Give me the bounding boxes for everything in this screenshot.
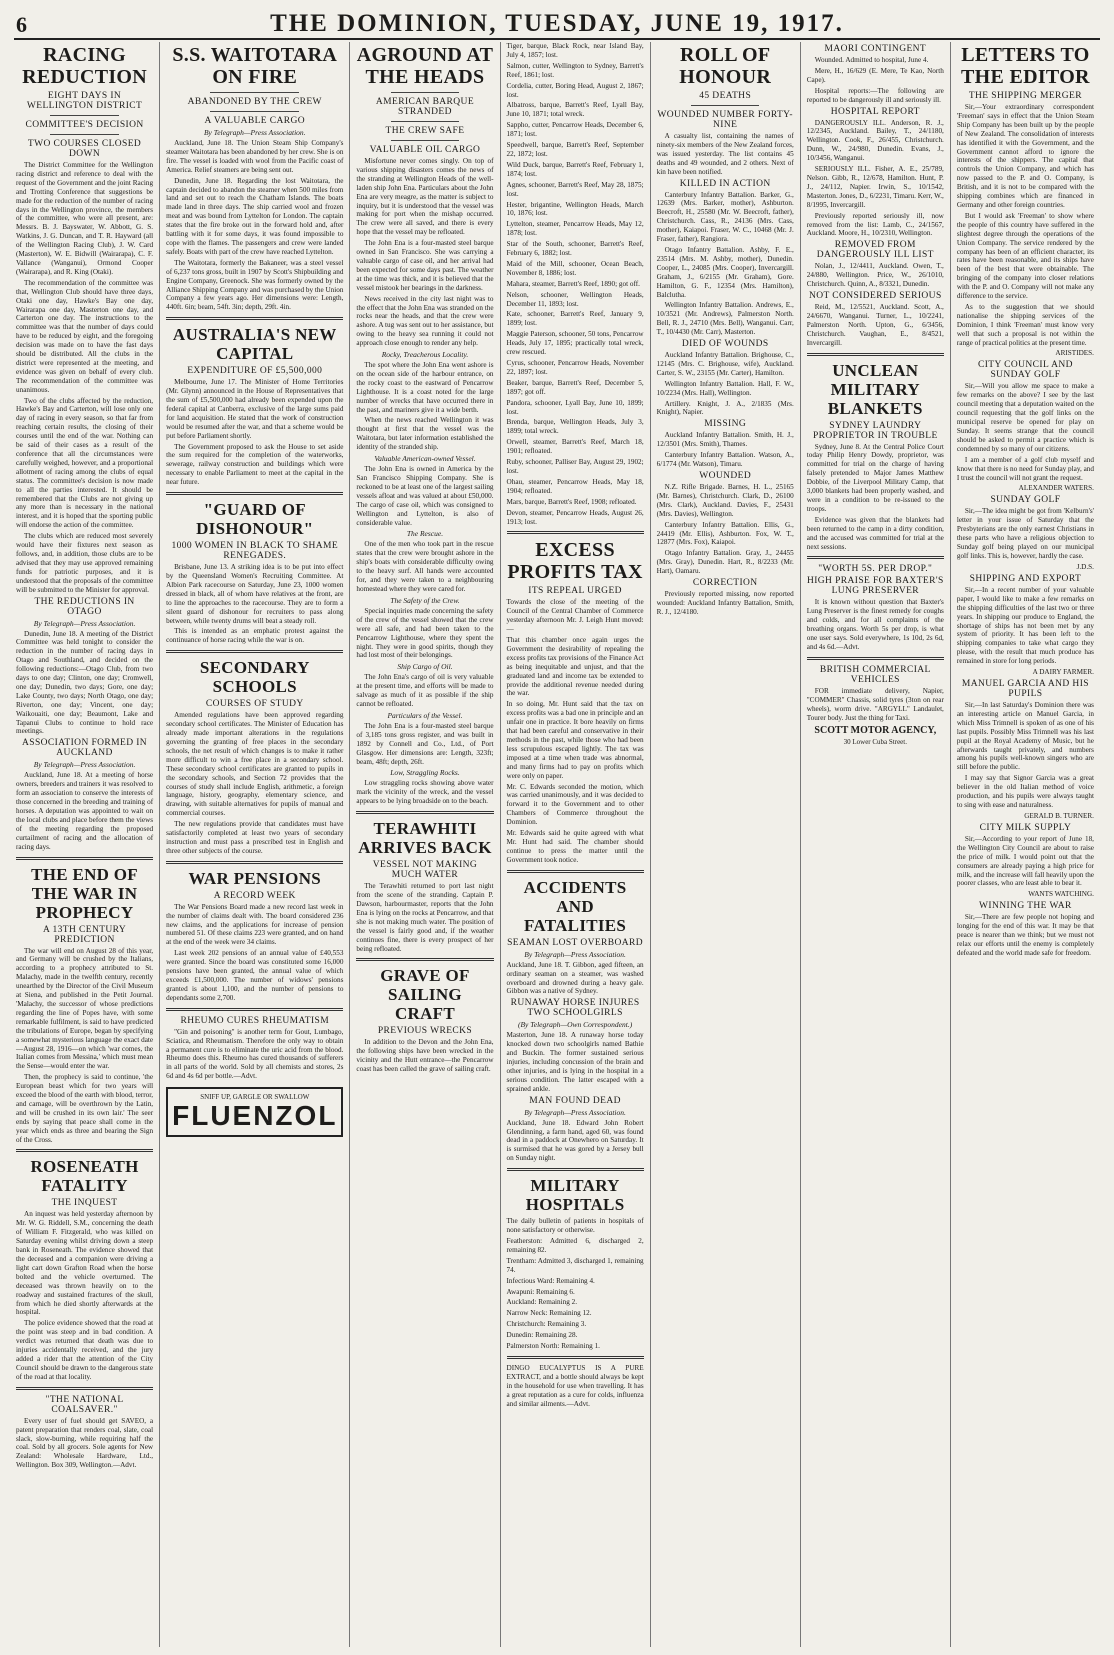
divider: [16, 1387, 153, 1390]
article-paragraph: Two of the clubs affected by the reduction, Hawke's Bay and Carterton, will lose only one day of racing in every season, so that far from reaching certain results, the closing of their courses until the end of the war. Nothing can be said of their cases as a result of the conference that all the circumstances were carefully weighed, however, and a proportional allotment of racing among the clubs of equal status. The committee's decision is now made to all the parties interested. It should be remembered that the Clubs are not giving up any more than is necessary in the national interest, and it is hoped that the sporting public will endorse the action of the committee.: [16, 396, 154, 530]
divider: [807, 657, 944, 660]
letter-paragraph: Sir,—There are few people not hoping and longing for the end of this war. It may be that peace is nearer than we think; but we must not relax our efforts until the enemy is completely defeated and the world made safe for freedom.: [956, 913, 1094, 957]
article-paragraph: The Waitotara, formerly the Bakaneer, was a steel vessel of 6,237 tons gross, built in 1907 by Scott's Shipbuilding and Engine Company, Greenock. She was formerly owned by the Alliance Shipping Company and was purchased by the Union Company a few years ago. Her dimensions were: Length, 440ft. 6in; beam, 54ft. 3in; depth, 29ft. 4in.: [166, 258, 344, 312]
australia-capital-title: AUSTRALIA'S NEW CAPITAL: [172, 325, 337, 364]
hospital-line: The daily bulletin of patients in hospitals of none satisfactory or otherwise.: [506, 1217, 644, 1235]
correction-title: CORRECTION: [692, 578, 758, 589]
hospital-report-title: HOSPITAL REPORT: [830, 106, 920, 117]
article-paragraph: The spot where the John Ena went ashore is on the ocean side of the harbour entrance, on the rocky coast to the eastward of Pencarrow Lighthouse. It is a coast noted for the large number of wrecks that have occurred there in the past, and mariners give it a wide berth.: [356, 361, 494, 414]
article-paragraph: The Government proposed to ask the House to set aside the sum required for the completion of the waterworks, sewerage, railway construction and buildings which were necessary to enable Parliament to meet at the capital in the near future.: [166, 442, 344, 487]
died-title: DIED OF WOUNDS: [681, 339, 769, 350]
byline: By Telegraph—Press Association.: [203, 128, 306, 137]
casualty-list: Previously reported seriously ill, now removed from the list: Lamb, C., 24/1567, Auckland. Moore, H., 10/2310, Wellington.: [806, 211, 944, 238]
advert-brand: FLUENZOL: [172, 1100, 338, 1132]
wreck-list-item: Orwell, steamer, Barrett's Reef, March 18, 1901; refloated.: [506, 438, 644, 456]
divider: [16, 1149, 153, 1152]
hospital-line: Dunedin: Remaining 28.: [506, 1331, 578, 1340]
excess-profits-title: EXCESS PROFITS TAX: [507, 539, 643, 584]
hospital-line: Palmerston North: Remaining 1.: [506, 1342, 600, 1351]
casualty-list: Nolan, J., 12/4411, Auckland. Owen, T., 24/880, Wellington. Price, W., 26/1010, Christchurch. Quinn, A., 8/3321, Dunedin.: [806, 262, 944, 289]
casualty-list: Reid, M., 12/5521, Auckland. Scott, A., 24/6670, Wanganui. Turner, L., 10/2241, Palmerston North. Upton, G., 6/3456, Christchurch. Vaughan, E., 8/4521, Invercargill.: [806, 303, 944, 347]
article-paragraph: Auckland, June 18. Edward John Robert Glendinning, a farm hand, aged 60, was found dead in a paddock at Onewhero on Saturday. It is surmised that he was gored by a Jersey bull on Sunday night.: [506, 1118, 644, 1163]
article-paragraph: Melbourne, June 17. The Minister of Home Territories (Mr. Glynn) announced in the House of Representatives that the sum of £5,500,000 had already been expended upon the federal capital at Canberra, exclusive of the large sums paid for land acquisition. He stated that the work of construction would be resumed after the war, and that a scheme would be put before Parliament shortly.: [166, 378, 344, 440]
article-paragraph: Low straggling rocks showing above water mark the vicinity of the wreck, and the vessel appears to be lying broadside on to the beach.: [356, 779, 494, 806]
wreck-list-item: Hester, brigantine, Wellington Heads, March 10, 1876; lost.: [506, 200, 644, 218]
letter-heading: SHIPPING AND EXPORT: [969, 573, 1082, 584]
casualty-list: Otago Infantry Battalion. Gray, J., 24455 (Mrs. Gray), Dunedin. Hart, R., 8/2233 (Mr. Hart), Oamaru.: [656, 549, 794, 576]
article-paragraph: That this chamber once again urges the Government the desirability of repealing the excess profits tax provisions of the Finance Act as being inequitable and unjust, and that the graduated land and income tax be extended to provide the additional revenue needed during the war.: [506, 636, 644, 698]
wreck-list-item: Pandora, schooner, Lyall Bay, June 10, 1899; lost.: [506, 398, 644, 416]
article-paragraph: The John Ena is a four-masted steel barque owned in San Francisco. She was carrying a valuable cargo of case oil, and her arrival had been expected for some days past. The weather at the time was thick, and it is believed that the vessel mistook her bearings in the darkness.: [356, 239, 494, 292]
letter-heading: MANUEL GARCIA AND HIS PUPILS: [961, 679, 1089, 700]
article-paragraph: The John Ena's cargo of oil is very valuable at the present time, and efforts will be made to salvage as much of it as possible if the ship cannot be refloated.: [356, 673, 494, 709]
wreck-list-item: Cyrus, schooner, Pencarrow Heads, November 22, 1897; lost.: [506, 359, 644, 376]
grave-sub: PREVIOUS WRECKS: [377, 1026, 473, 1037]
article-paragraph: This is intended as an emphatic protest against the continuance of horse racing while the war is on.: [166, 627, 344, 645]
divider: [166, 317, 343, 320]
hospital-line: Trentham: Admitted 3, discharged 1, remaining 74.: [506, 1256, 644, 1274]
article-paragraph: When the news reached Wellington it was thought at first that the vessel was the Waitotara, but later information established the identity of the stranded ship.: [356, 416, 494, 452]
wreck-list-item: Ohau, steamer, Pencarrow Heads, May 18, 1904; refloated.: [506, 477, 644, 495]
accidents-sub: SEAMAN LOST OVERBOARD: [507, 937, 644, 948]
divider: [507, 870, 644, 873]
advert-paragraph: FOR immediate delivery, Napier, "COMMER" Chassis, solid tyres (3ton on rear wheels), worm drive. "ARGYLL" Landaulet, Tourer body. Just the thing for Taxi.: [806, 686, 944, 722]
letter-paragraph: But I would ask 'Freeman' to show where the people of this country have suffered in the slightest degree through the operations of the Union Company. The service rendered by the company has been of an efficient character, its rates have been reasonable, and its ships have been of the best that were obtainable. The bringing of the company into closer relations with the P. and O. Company will not make any difference to the service.: [956, 211, 1094, 301]
section-heading: The Safety of the Crew.: [390, 595, 460, 605]
divider: [210, 111, 299, 112]
column-1: [14, 42, 160, 1647]
article-paragraph: The recommendation of the committee was that, Wellington Club should have three days, Otaki one day, Hawke's Bay one day, Wairarapa one day, Masterton one day, and Carterton one day. The instructions to the committee was that the number of days could have to be reduced by eight, and the foregoing decision was made on to have the fast days should be distributed. All the clubs in the district were represented at the meeting, and evidence was given on behalf of every club. The recommendation of the committee was unanimous.: [16, 278, 154, 394]
blankets-title: UNCLEAN MILITARY BLANKETS: [827, 360, 923, 418]
grave-title: GRAVE OF SAILING CRAFT: [380, 966, 470, 1024]
article-paragraph: Amended regulations have been approved regarding secondary school certificates. The Minister of Education has already made important alterations in the regulations governing the granting of free places in the secondary schools, the net result of which changes is to make it rather more difficult to win a free place in a secondary school. These secondary school certificates are granted to pupils in the secondary schools, and Section 72 provides that the courses of study shall include English, arithmetic, a foreign language, history, geography, elementary science, and drawing, with suitable alternatives for pupils of manual and commercial courses.: [166, 711, 344, 818]
letter-signature: ALEXANDER WATERS.: [1018, 484, 1094, 493]
racing-title: RACING REDUCTION: [22, 44, 148, 88]
casualty-list: Wounded. Admitted to hospital, June 4.: [814, 56, 929, 64]
rheumo-title: RHEUMO CURES RHEUMATISM: [180, 1015, 330, 1026]
article-paragraph: Evidence was given that the blankets had been returned to the camp in a dirty condition, and the accused was committed for trial at the next sessions.: [806, 515, 944, 551]
terawhiti-sub: VESSEL NOT MAKING MUCH WATER: [372, 860, 478, 881]
article-paragraph: Sydney, June 8. At the Central Police Court today Philip Henry Dowdy, proprietor, was committed for trial on the charge of having falsely pretended to Major James Matthew Dobbie, of the Liverpool Military Camp, that 3,000 blankets had been properly washed, and were in a condition to be re-issued to the troops.: [806, 442, 944, 513]
hospital-line: Awapuni: Remaining 6.: [506, 1287, 575, 1296]
divider: [507, 1168, 644, 1171]
worth-title: "WORTH 5S. PER DROP.": [818, 564, 933, 575]
killed-title: KILLED IN ACTION: [679, 178, 771, 189]
article-paragraph: The War Pensions Board made a new record last week in the number of claims dealt with. The board considered 236 new claims, and the applications for increase of pension numbered 51. Of these claims 223 were granted, and on hand at the end of the week were 34 claims.: [166, 902, 344, 947]
aground-title: AGROUND AT THE HEADS: [356, 44, 494, 88]
divider: [210, 92, 299, 93]
divider: [691, 105, 760, 106]
military-hospitals-title: MILITARY HOSPITALS: [525, 1176, 625, 1215]
byline: By Telegraph—Press Association.: [33, 618, 136, 628]
divider: [807, 353, 944, 356]
casualty-list: Mere, H., 16/629 (E. Mere, Te Kao, North Cape).: [806, 66, 944, 84]
article-paragraph: The police evidence showed that the road at the point was steep and in bad condition. A verdict was returned that death was due to injuries accidentally received, and the jury added a rider that the attention of the City Council should be drawn to the dangerous state of the road at that locality.: [16, 1319, 154, 1381]
article-paragraph: In addition to the Devon and the John Ena, the following ships have been wrecked in the vicinity and the Hutt entrance—the Pencarrow coast has been called the grave of sailing craft.: [356, 1038, 494, 1074]
hospital-line: Featherston: Admitted 6, discharged 2, remaining 82.: [506, 1237, 644, 1254]
casualty-list: Wellington Infantry Battalion. Andrews, E., 10/3521 (Mr. Andrews), Palmerston North. Bell, R. J., 24710 (Mrs. Bell), Wanganui. Carr, T., 10/4430 (Mr. Carr), Masterton.: [656, 301, 794, 337]
section-heading: Ship Cargo of Oil.: [397, 662, 453, 672]
letter-paragraph: Sir,—Your extraordinary correspondent 'Freeman' says in effect that the Union Steam Ship Company has been built up by the people of New Zealand. The consolidation of interests has identified it with the Government, and the Government cannot afford to ignore the interests of the shippers. The capital that controls the Union Company, and which has now passed to the P. and O. Company, is British, and it is not to be compared with the shipping combines which are financed in Germany and other foreign countries.: [956, 103, 1094, 209]
wreck-list-item: Salmon, cutter, Wellington to Sydney, Barrett's Reef, 1861; lost.: [506, 61, 644, 79]
article-paragraph: Dunedin, June 18. A meeting of the District Committee was held tonight to consider the reduction in the number of racing days in Otago and Southland, and decided on the following reductions:—Otago Club, from two days to one day; Clinton, one day; Cromwell, one day; Dunedin, two days; Gore, one day; Lake County, two days; North Otago, one day; Riverton, one day; Vincent, one day; Waikouaiti, one day; Beaumont, Lake and Tapanui Clubs to continue to hold race meetings.: [16, 629, 154, 736]
blankets-sub: SYDNEY LAUNDRY PROPRIETOR IN TROUBLE: [812, 420, 938, 441]
masthead: [14, 8, 1100, 40]
article-paragraph: The clubs which are reduced most severely would have their fixtures next season as follows, and, in addition, those clubs are to be advised that they may use approved remaining funds for patriotic purposes, and it is understood that the proposals of the committee will be submitted to the Minister for approval.: [16, 532, 154, 594]
divider: [166, 1008, 343, 1011]
article-paragraph: Auckland, June 18. At a meeting of horse owners, breeders and trainers it was resolved to form an association to conserve the interests of those concerned in the breeding and training of horses. A deputation was appointed to wait on the local clubs and place before them the views of the meeting regarding the proposed curtailment of racing and the allocation of racing days.: [16, 771, 154, 851]
divider: [507, 531, 644, 534]
otago-title: THE REDUCTIONS IN OTAGO: [34, 596, 135, 617]
advert-agent: SCOTT MOTOR AGENCY,: [814, 724, 937, 736]
article-paragraph: The John Ena is a four-masted steel barque of 3,185 tons gross register, and was built in 1892 by Connell and Co., Ltd., of Port Glasgow. Her dimensions are: Length, 323ft; beam, 48ft; depth, 26ft.: [356, 721, 494, 766]
letter-signature: J.D.S.: [1076, 562, 1094, 571]
casualty-list: Artillery. Knight, J. A., 2/1835 (Mrs. Knight), Napier.: [656, 399, 794, 417]
wreck-list-item: Cordelia, cutter, Boring Head, August 2, 1867; lost.: [506, 81, 644, 99]
article-paragraph: Then, the prophecy is said to continue, 'the European beast which for two years will exceed the blood of the earth with blood, terror, and carnage, will be overthrown by the Latin, and will be crushed in its own lair.' The seer ends by saying that peace shall come in the year which ends as three and bearing the Sign of the Cross.: [16, 1073, 154, 1144]
column-4: [501, 42, 651, 1647]
waitotara-sub: ABANDONED BY THE CREW: [187, 97, 322, 107]
waitotara-title: S.S. WAITOTARA ON FIRE: [172, 44, 338, 88]
hospital-line: Infectious Ward: Remaining 4.: [506, 1276, 595, 1285]
casualty-list: SERIOUSLY ILL. Fisher, A. E., 25/789, Nelson. Gibb, R., 12/678, Hamilton. Hunt, P. J., 24/112, Napier. Irwin, S., 10/1542, Masterton. Jones, D., 6/2231, Timaru. Kerr, W., 8/1995, Invercargill.: [806, 165, 944, 209]
letter-paragraph: I am a member of a golf club myself and know that there is no need for Sunday play, and I trust the council will not grant the request.: [956, 455, 1094, 482]
assoc-title: ASSOCIATION FORMED IN AUCKLAND: [22, 738, 148, 759]
wreck-list-item: Nelson, schooner, Wellington Heads, December 11, 1893; lost.: [506, 290, 644, 308]
article-paragraph: Brisbane, June 13. A striking idea is to be put into effect by the Queensland Women's Recruiting Committee. At Albion Park racecourse on Saturday, June 23, 1000 women dressed in black, all of whom have relatives at the front, are to line the approaches to the racecourse. They are to form a silent guard of dishonour for recruiters to pass along between, while twenty drums will beat a steady roll.: [166, 563, 344, 625]
letter-signature: WANTS WATCHING.: [1028, 890, 1094, 899]
casualty-list: Previously reported missing, now reported wounded: Auckland Infantry Battalion, Smith, R. J., 12/4180.: [656, 590, 794, 616]
wreck-list-item: Speedwell, barque, Barrett's Reef, September 22, 1872; lost.: [506, 141, 644, 158]
letter-heading: CITY MILK SUPPLY: [979, 822, 1072, 833]
war-prophecy-sub: A 13TH CENTURY PREDICTION: [42, 924, 127, 945]
maori-title: MAORI CONTINGENT: [824, 44, 927, 54]
column-7: [951, 42, 1100, 1647]
section-heading: Particulars of the Vessel.: [387, 710, 463, 720]
divider: [16, 857, 153, 860]
wreck-list-item: Tiger, barque, Black Rock, near Island Bay, July 4, 1857; lost.: [506, 42, 644, 59]
hospital-line: Narrow Neck: Remaining 12.: [506, 1309, 592, 1318]
casualty-list: Auckland Infantry Battalion. Brighouse, C., 12145 (Mrs. C. Brighouse, wife), Auckland. Carter, S. W., 23155 (Mr. Carter), Hamilton.: [656, 351, 794, 377]
war-prophecy-title: THE END OF THE WAR IN PROPHECY: [31, 864, 138, 922]
casualty-list: Hospital reports:—The following are reported to be dangerously ill and seriously ill.: [806, 86, 944, 104]
article-paragraph: The new regulations provide that candidates must have satisfactorily completed at least two years of secondary instruction and must pass a prescribed test in English and three other subjects of the course.: [166, 820, 344, 855]
column-3: [350, 42, 500, 1647]
casualty-list: N.Z. Rifle Brigade. Barnes, H. L., 25165 (Mr. Barnes), Christchurch. Clark, D., 26100 (Mrs. Clark), Auckland. Davies, F., 25431 (Mrs. Davies), Wellington.: [656, 483, 794, 518]
casualty-list: DANGEROUSLY ILL. Anderson, R. J., 12/2345, Auckland. Bailey, T., 24/1180, Wellington. Cook, F., 26/455, Christchurch. Dunn, W., 24/980, Dunedin. Evans, J., 10/3456, Wanganui.: [806, 118, 944, 163]
article-paragraph: In so doing, Mr. Hunt said that the tax on excess profits was a bad one in principle and an unfair one in practice. It bore heavily on firms that had been careful and conservative in their methods in the past, while those who had been less scrupulous escaped lightly. The tax was imposed at a time when trade was abnormal, and many firms had to pay on profits which were only on paper.: [506, 700, 644, 780]
wreck-list-item: Lyttelton, steamer, Pencarrow Heads, May 12, 1878; lost.: [506, 220, 644, 238]
removed-title: REMOVED FROM DANGEROUSLY ILL LIST: [816, 240, 934, 261]
wreck-list-item: Maggie Paterson, schooner, 50 tons, Pencarrow Heads, July 17, 1895; practically total wreck, crew rescued.: [506, 330, 644, 357]
wreck-list-item: Sappho, cutter, Pencarrow Heads, December 6, 1871; lost.: [506, 121, 644, 139]
article-paragraph: News received in the city last night was to the effect that the John Ena was stranded on the rocks near the heads, and that the crew were ashore. A tug was sent out to her assistance, but owing to the heavy sea running it could not approach close enough to render any help.: [356, 294, 494, 348]
war-pensions-sub: A RECORD WEEK: [213, 890, 296, 901]
racing-sub3: TWO COURSES CLOSED DOWN: [27, 139, 142, 159]
casualty-list: Canterbury Infantry Battalion. Barker, G., 12639 (Mrs. Barker, mother), Ashburton. Beecroft, H., 25580 (Mr. W. Beecroft, father), Christchurch. Cass, R., 24136 (Mrs. Cass, mother), Kaiapoi. Fraser, W. C., 10468 (Mr. J. Fraser, father), Rangiora.: [656, 190, 794, 244]
casualty-list: Wellington Infantry Battalion. Hall, F. W., 10/2234 (Mrs. Hall), Wellington.: [656, 379, 794, 397]
letter-paragraph: Sir,—According to your report of June 18, the Wellington City Council are about to raise the price of milk. I would point out that the consumers are already paying a high price for milk, and the increase will fall heavily upon the poorer classes, who are least able to bear it.: [956, 834, 1094, 888]
article-paragraph: One of the men who took part in the rescue states that the crew were brought ashore in the ship's boats with considerable difficulty owing to the heavy surf. All hands were accounted for, and they were taken to a neighbouring homestead where they were cared for.: [356, 540, 494, 593]
wreck-list-item: Albatross, barque, Barrett's Reef, Lyall Bay, June 10, 1871; total wreck.: [506, 101, 644, 119]
divider: [356, 811, 493, 814]
letter-paragraph: As to the suggestion that we should nationalise the shipping services of the Dominion, I think 'Freeman' must know very well that such a proposal is not within the range of practical politics at the present time.: [956, 302, 1094, 347]
wreck-list-item: Wild Duck, barque, Barrett's Reef, February 1, 1874; lost.: [506, 160, 644, 178]
excess-profits-sub: ITS REPEAL URGED: [528, 586, 622, 597]
letter-paragraph: Sir,—The idea might be got from 'Kelburn's' letter in your issue of Saturday that the Presbyterians are the only earnest Christians in these parts who have a religious objection to Sunday golf being played on our municipal golf links. This is, however, hardly the case.: [956, 507, 1094, 560]
divider: [391, 140, 460, 141]
wreck-list-item: Star of the South, schooner, Barrett's Reef, February 6, 1882; lost.: [506, 240, 644, 258]
runaway-title: RUNAWAY HORSE INJURES TWO SCHOOLGIRLS: [510, 998, 640, 1019]
section-heading: Valuable American-owned Vessel.: [374, 454, 476, 464]
column-6: [801, 42, 951, 1647]
divider: [356, 958, 493, 961]
letter-heading: THE SHIPPING MERGER: [968, 91, 1082, 101]
article-paragraph: The District Committee for the Wellington racing district and reference to deal with the request of the Government and the joint Racing and Trotting Conference that suggestions be made for the reduction of the number of racing days in the Wellington province, the members of the committee, who were all present, are: Messrs. B. J. Bayswater, W. Abbott, G. S. Watkins, J. G. Duncan, and T. R. Hayward (all of the Wellington Racing Club), J. W. Card (Masterton), W. E. Bidwill (Wairarapa), C. F. Vallance (Wanganui), Ormond Cooper (Wairarapa), and R. King (Otaki).: [16, 161, 154, 276]
divider: [807, 556, 944, 559]
australia-capital-sub: EXPENDITURE OF £5,500,000: [187, 366, 323, 377]
divider: [166, 492, 343, 495]
secondary-schools-title: SECONDARY SCHOOLS: [199, 658, 310, 697]
coalsaver-title: "THE NATIONAL COALSAVER.": [45, 1394, 124, 1415]
wreck-list-item: Mars, barque, Barrett's Reef, 1908; refloated.: [506, 497, 637, 506]
byline: By Telegraph—Press Association.: [524, 949, 626, 959]
article-paragraph: A casualty list, containing the names of ninety-six members of the New Zealand forces, was issued yesterday. The list contains 45 deaths and 49 wounded, and 2 others. Next of kin have been notified.: [656, 132, 794, 176]
racing-sub2: COMMITTEE'S DECISION: [25, 120, 144, 130]
secondary-schools-sub: COURSES OF STUDY: [205, 699, 304, 710]
aground-sub: AMERICAN BARQUE STRANDED: [375, 97, 475, 117]
article-paragraph: Masterton, June 18. A runaway horse today knocked down two schoolgirls named Bathie and Buckin. The former sustained serious injuries, including concussion of the brain and other injuries, and is lying in the hospital in a serious condition. The latter escaped with a sprained ankle.: [506, 1031, 644, 1093]
column-2: [160, 42, 350, 1647]
letter-signature: A DAIRY FARMER.: [1032, 668, 1094, 677]
war-pensions-title: WAR PENSIONS: [188, 868, 322, 888]
article-paragraph: Dunedin, June 18. Regarding the lost Waitotara, the captain decided to abandon the steamer when 500 miles from land and set out to reach the Chatham Islands. The boats made land in three days. The ship carried wool and frozen meat and was bound from Lyttelton for London. The captain states that the fire broke out in the forward hold and, after battling with it for some days, it was found impossible to cope with the flames. The passengers and crew were landed safely. Boats with part of the crew have reached Lyttelton.: [166, 176, 344, 256]
british-vehicles-title: BRITISH COMMERCIAL VEHICLES: [819, 664, 931, 685]
not-serious-title: NOT CONSIDERED SERIOUS: [808, 291, 942, 302]
wreck-list-item: Brenda, barque, Wellington Heads, July 3, 1899; total wreck.: [506, 418, 644, 436]
divider: [391, 121, 460, 122]
article-paragraph: Mr. Edwards said he quite agreed with what Mr. Hunt had said. The chamber should continue to press the matter until the Government took notice.: [506, 829, 644, 864]
letter-signature: GERALD B. TURNER.: [1024, 811, 1094, 820]
letter-paragraph: Sir,—In a recent number of your valuable paper, I would like to make a few remarks on the shipping difficulties of the last two or three years. In shipping our produce to England, the shortage of ships has not been met by any system of priority. It has been left to the shipping companies to take what cargo they please, with the result that much produce has remained in store for long periods.: [956, 585, 1094, 666]
roseneath-title: ROSENEATH FATALITY: [30, 1157, 139, 1196]
article-paragraph: Misfortune never comes singly. On top of various shipping disasters comes the news of the stranding at Wellington Heads of the well-laden ship John Ena. Particulars about the John Ena are very meagre, as the matter is subject to inquiry, but it is understood that the vessel was making for port when the mishap occurred. The crew were all saved, and there is every hope that the vessel may be refloated.: [356, 157, 494, 237]
wreck-list-item: Kate, schooner, Barrett's Reef, January 9, 1899; lost.: [506, 310, 644, 328]
divider: [166, 861, 343, 864]
wreck-list-item: Devon, steamer, Pencarrow Heads, August 26, 1913; lost.: [506, 508, 644, 526]
advert-paragraph: DINGO EUCALYPTUS IS A PURE EXTRACT, and a bottle should always be kept in the household for use when travelling. It has a great reputation as a cure for colds, influenza and similar ailments.—Advt.: [506, 1363, 644, 1408]
racing-sub1: EIGHT DAYS IN WELLINGTON DISTRICT: [26, 91, 143, 111]
roll-list-number: WOUNDED NUMBER FORTY-NINE: [657, 110, 793, 130]
divider: [507, 1356, 644, 1359]
aground-sub2: THE CREW SAFE: [385, 126, 465, 136]
columns: [14, 42, 1100, 1647]
advert-paragraph: It is known without question that Baxter's Lung Preserver is the finest remedy for coughs and colds, and for all complaints of the breathing organs. Worth 5s per drop, is what one user says. Sold everywhere, 1s 10d, 2s 6d, and 4s 6d.—Advt.: [806, 598, 944, 651]
article-paragraph: Auckland, June 18. The Union Steam Ship Company's steamer Waitotara has been abandoned by her crew. She is on fire. The vessel is loaded with wool from the Pacific coast of America. Relief steamers are being sent out.: [166, 139, 344, 174]
letter-paragraph: I may say that Signor Garcia was a great believer in the old Italian method of voice production, and his pupils were always taught to sing with ease and naturalness.: [956, 774, 1094, 809]
guard-sub: 1000 WOMEN IN BLACK TO SHAME RENEGADES.: [171, 541, 339, 562]
article-paragraph: Special inquiries made concerning the safety of the crew of the vessel showed that the crew were all safe, and had been taken to the Pencarrow Lighthouse, where they spent the night. They were in good spirits, though they had lost most of their belongings.: [356, 606, 494, 660]
hospital-line: Auckland: Remaining 2.: [506, 1298, 577, 1307]
wreck-list-item: Agnes, schooner, Barrett's Reef, May 28, 1875; lost.: [506, 180, 644, 198]
byline: (By Telegraph—Own Correspondent.): [517, 1020, 633, 1030]
wreck-list-item: Maid of the Mill, schooner, Ocean Beach, November 8, 1886; lost.: [506, 259, 644, 277]
advert-paragraph: Every user of fuel should get SAVEO, a patent preparation that renders coal, slate, coal slack, slow-burning, while requiring half the coal. Sold by all grocers. Sole agents for New Zealand: Wholesale Hardware, Ltd., Wellington. Box 309, Wellington.—Advt.: [16, 1416, 154, 1470]
guard-title: "GUARD OF DISHONOUR": [196, 500, 314, 539]
hospital-line: Christchurch: Remaining 3.: [506, 1320, 587, 1329]
article-paragraph: Last week 202 pensions of an annual value of £40,553 were granted. Since the board was constituted some 16,000 pensions have been granted, the annual value of which exceeds £1,500,000. The number of widows' pensions granted is about 1,100, and the number of pensions to dependants some 2,700.: [166, 949, 344, 1002]
roll-deaths: 45 DEATHS: [699, 91, 752, 101]
section-heading: Low, Straggling Rocks.: [390, 768, 460, 778]
advert-paragraph: "Gin and poisoning" is another term for Gout, Lumbago, Sciatica, and Rheumatism. Therefore the only way to obtain a permanent cure is to eliminate the uric acid from the blood. Rheumo does this. Rheumo has cured thousands of sufferers in all parts of the world. Sold by all chemists and stores, 2s 6d and 4s 6d per bottle.—Advt.: [166, 1027, 344, 1081]
letter-signature: ARISTIDES.: [1055, 349, 1094, 358]
accidents-title: ACCIDENTS AND FATALITIES: [523, 877, 627, 935]
wreck-list-item: Beaker, barque, Barrett's Reef, December 5, 1897; got off.: [506, 378, 644, 396]
fluenzol-advert: [166, 1087, 343, 1137]
article-paragraph: Mr. C. Edwards seconded the motion, which was carried unanimously, and it was decided to forward it to the Government and to other Chambers of Commerce throughout the Dominion.: [506, 782, 644, 827]
letter-paragraph: Sir,—In last Saturday's Dominion there was an interesting article on Manuel Garcia, in which Miss Trimnell is spoken of as one of his last pupils. Possibly Miss Trimnell was his last pupil at the Royal Academy of Music, but he afterwards taught privately, and numbers among his pupils well-known singers who are still before the public.: [956, 701, 1094, 772]
divider: [50, 115, 119, 116]
advert-address: 30 Lower Cuba Street.: [843, 737, 907, 746]
letter-paragraph: Sir,—Will you allow me space to make a few remarks on the above? I see by the last council meeting that a deputation waited on the council requesting that the golf links on the municipal reserve be opened for play on Sunday. It seems strange that the council should be asked to permit a practice which is condemned by so many of our citizens.: [956, 382, 1094, 453]
article-paragraph: The Terawhiti returned to port last night from the scene of the stranding. Captain P. Dawson, harbourmaster, reports that the John Ena is lying on the rocks at Pencarrow, and that she is not making much water. The position of the vessel is fairly good and, if the weather continues fine, there is every prospect of her being refloated.: [356, 882, 494, 953]
aground-sub3: VALUABLE OIL CARGO: [369, 145, 481, 155]
advert-tagline: SNIFF UP, GARGLE OR SWALLOW: [200, 1093, 310, 1102]
article-paragraph: Towards the close of the meeting of the Council of the Central Chamber of Commerce yesterday afternoon Mr. J. Leigh Hunt moved:—: [506, 598, 644, 634]
article-paragraph: An inquest was held yesterday afternoon by Mr. W. G. Riddell, S.M., concerning the death of William F. Fitzgerald, who was killed on Saturday evening whilst driving down a steep bank in Roseneath. The evidence showed that the deceased and a companion were driving a light cart down Grafton Road when the horse bolted and the vehicle overturned. The deceased was thrown heavily on to the roadway and sustained fractures of the skull, from which he died shortly afterwards at the hospital.: [16, 1210, 154, 1317]
waitotara-sub2: A VALUABLE CARGO: [204, 116, 306, 126]
letter-heading: SUNDAY GOLF: [990, 495, 1061, 506]
byline: By Telegraph—Press Association.: [524, 1107, 626, 1117]
byline: By Telegraph—Press Association.: [33, 760, 136, 770]
terawhiti-title: TERAWHITI ARRIVES BACK: [358, 819, 492, 858]
article-paragraph: The war will end on August 28 of this year, and Germany will be crushed by the Italians, according to a prophecy attributed to St. Malachy, made in the twelfth century, recently unearthed by the Director of the Civil Museum at Siena, and published in the Petit Journal. 'Malachy, the successor of whose predictions regarding the line of Popes have, with some remarkable fulfilment, is said to have predicted the tribulations of Europe, began by specifying a somewhat mysterious language the exact date—August 28, 1916—on which 'war comes, the Italian comes from Messina,' which must mean the Sense—would enter the war.: [16, 946, 154, 1071]
casualty-list: Canterbury Infantry Battalion. Watson, A., 6/1774 (Mr. Watson), Timaru.: [656, 451, 794, 469]
section-heading: The Rescue.: [406, 529, 444, 539]
wounded-title: WOUNDED: [699, 471, 752, 481]
wreck-list-item: Mahara, steamer, Barrett's Reef, 1890; got off.: [506, 279, 640, 288]
column-5: [651, 42, 801, 1647]
roll-of-honour-title: ROLL OF HONOUR: [679, 44, 772, 88]
roseneath-sub: THE INQUEST: [51, 1198, 118, 1209]
wreck-list-item: Ruby, schooner, Palliser Bay, August 29, 1902; lost.: [506, 458, 644, 475]
divider: [50, 134, 119, 135]
letter-heading: CITY COUNCIL AND SUNDAY GOLF: [977, 360, 1073, 381]
divider: [391, 92, 460, 93]
casualty-list: Auckland Infantry Battalion. Smith, H. J., 12/3501 (Mrs. Smith), Thames.: [656, 431, 794, 449]
paper-title: THE DOMINION, TUESDAY, JUNE 19, 1917.: [270, 10, 844, 37]
letter-heading: WINNING THE WAR: [979, 901, 1072, 912]
article-paragraph: The John Ena is owned in America by the San Francisco Shipping Company. She is reckoned to be at least one of the largest sailing vessels afloat and was valued at about £50,000. The cargo of case oil, which was consigned to Wellington and Lyttelton, is also of considerable value.: [356, 465, 494, 527]
man-found-dead-title: MAN FOUND DEAD: [529, 1095, 621, 1106]
article-paragraph: Auckland, June 18. T. Gibbon, aged fifteen, an ordinary seaman on a steamer, was washed overboard and drowned during a heavy gale. Gibbon was a native of Sydney.: [506, 960, 644, 996]
page-number: 6: [16, 12, 27, 37]
missing-title: MISSING: [704, 419, 747, 430]
casualty-list: Canterbury Infantry Battalion. Ellis, G., 24419 (Mr. Ellis), Ashburton. Fox, W. T., 12877 (Mrs. Fox), Kaiapoi.: [656, 520, 794, 547]
divider: [166, 650, 343, 653]
section-heading: Rocky, Treacherous Locality.: [381, 350, 469, 360]
letters-title: LETTERS TO THE EDITOR: [961, 44, 1090, 88]
casualty-list: Otago Infantry Battalion. Ashby, F. E., 23514 (Mrs. M. Ashby, mother), Dunedin. Cooper, L., 24085 (Mrs. Cooper), Invercargill. Graham, J., 6/2155 (Mr. Graham), Gore. Hamilton, G. F., 12354 (Mrs. Hamilton), Balclutha.: [656, 245, 794, 299]
worth-sub: HIGH PRAISE FOR BAXTER'S LUNG PRESERVER: [806, 576, 944, 597]
